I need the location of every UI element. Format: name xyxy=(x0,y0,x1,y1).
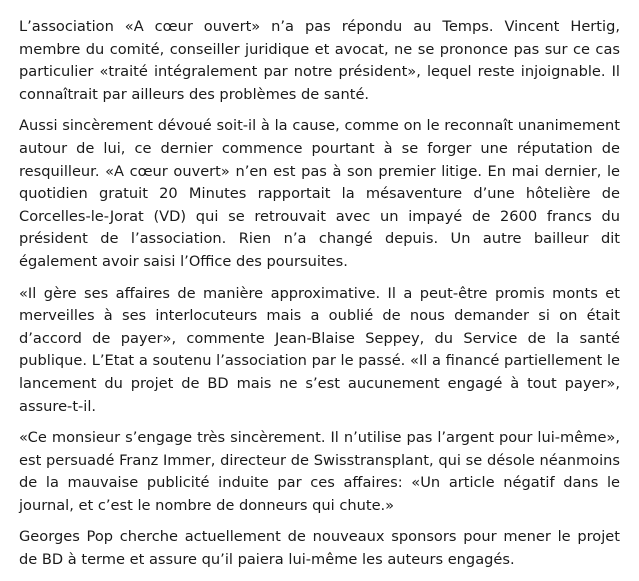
paragraph-1: L’association «A cœur ouvert» n’a pas répondu au Temps. Vincent Hertig, membre du comité, conseiller juridique et avocat, ne se prononce pas sur ce cas particulier «traité intégralement par notre président», lequel reste injoignable. Il connaîtrait par ailleurs des problèmes de santé. xyxy=(19,18,620,103)
paragraph-2: Aussi sincèrement dévoué soit-il à la cause, comme on le reconnaît unanimement autour de lui, ce dernier commence pourtant à se forger une réputation de resquilleur. «A cœur ouvert» n’en est pas à son premier litige. En mai dernier, le quotidien gratuit 20 Minutes rapportait la mésaventure d’une hôtelière de Corcelles-le-Jorat (VD) qui se retrouvait avec un impayé de 2600 francs du président de l’association. Rien n’a changé depuis. Un autre bailleur dit également avoir saisi l’Office des poursuites. xyxy=(19,117,620,270)
article-body xyxy=(19,16,620,581)
paragraph-3: «Il gère ses affaires de manière approximative. Il a peut-être promis monts et merveilles à ses interlocuteurs mais a oublié de nous demander si on était d’accord de payer», commente Jean-Blaise Seppey, du Service de la santé publique. L’Etat a soutenu l’association par le passé. «Il a financé partiellement le lancement du projet de BD mais ne s’est aucunement engagé à tout payer», assure-t-il. xyxy=(19,284,620,415)
paragraph-5: Georges Pop cherche actuellement de nouveaux sponsors pour mener le projet de BD à terme et assure qu’il paiera lui-même les auteurs engagés. xyxy=(19,528,620,569)
paragraph-4: «Ce monsieur s’engage très sincèrement. Il n’utilise pas l’argent pour lui-même», est persuadé Franz Immer, directeur de Swisstransplant, qui se désole néanmoins de la mauvaise publicité induite par ces affaires: «Un article négatif dans le journal, et c’est le nombre de donneurs qui chute.» xyxy=(19,429,620,514)
